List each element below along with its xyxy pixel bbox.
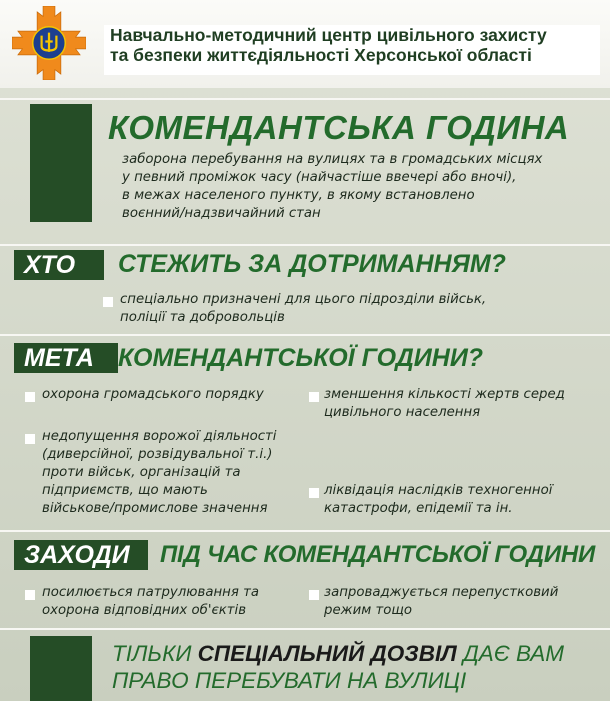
goal-right-bullet-1 <box>309 392 319 402</box>
goal-right-item-2 <box>324 482 604 518</box>
who-divider <box>0 244 610 246</box>
goal-left-item-2-line-1: недопущення ворожої діяльності <box>42 429 277 444</box>
measures-left-line-1: посилюється патрулювання та <box>42 585 259 600</box>
bottom-side-block <box>30 636 92 701</box>
measures-heading: ПІД ЧАС КОМЕНДАНТСЬКОЇ ГОДИНИ <box>160 541 596 568</box>
bottom-line-1 <box>112 640 602 667</box>
measures-divider <box>0 530 610 532</box>
header-divider <box>0 98 610 100</box>
bottom-divider <box>0 628 610 630</box>
main-title: КОМЕНДАНТСЬКА ГОДИНА <box>108 109 570 146</box>
goal-right-item-1-line-1: зменшення кількості жертв серед <box>324 387 565 402</box>
who-bullet <box>103 297 113 307</box>
goal-right-item-1-line-2: цивільного населення <box>324 405 481 420</box>
who-heading: СТЕЖИТЬ ЗА ДОТРИМАННЯМ? <box>118 250 506 278</box>
special-permit-text: СПЕЦІАЛЬНИЙ ДОЗВІЛ <box>197 641 457 666</box>
goal-tag: МЕТА <box>14 343 118 373</box>
measures-left-bullet <box>25 590 35 600</box>
goal-right-item-1 <box>324 386 604 422</box>
title-side-block <box>30 104 92 222</box>
org-title-line-1: Навчально-методичний центр цивільного захисту <box>110 25 547 45</box>
who-item-line-2: поліції та добровольців <box>120 310 285 325</box>
who-item-line-1: спеціально призначені для цього підрозділи військ, <box>120 292 487 307</box>
goal-left-item-2-line-4: підприємств, що мають <box>42 483 208 498</box>
definition-text <box>122 151 592 223</box>
organization-title <box>104 25 600 75</box>
goal-left-item-2-line-2: (диверсійної, розвідувальної т.і.) <box>42 447 273 462</box>
goal-left-item-2-line-5: військове/промислове значення <box>42 501 268 516</box>
measures-left-line-2: охорона відповідних об'єктів <box>42 603 247 618</box>
goal-right-item-2-line-1: ліквідація наслідків техногенної <box>324 483 553 498</box>
goal-left-item-1 <box>42 386 302 404</box>
goal-divider <box>0 334 610 336</box>
measures-right-line-2: режим тощо <box>324 603 413 618</box>
measures-right-line-1: запроваджується перепустковий <box>324 585 559 600</box>
who-item <box>120 291 590 327</box>
goal-left-item-2-line-3: проти військ, організацій та <box>42 465 241 480</box>
bottom-part-1: ТІЛЬКИ <box>112 641 198 666</box>
who-tag: ХТО <box>14 250 104 280</box>
goal-right-item-2-line-2: катастрофи, епідемії та ін. <box>324 501 513 516</box>
definition-line-2: у певний проміжок часу (найчастіше ввечері або вночі), <box>122 170 517 185</box>
goal-right-bullet-2 <box>309 488 319 498</box>
bottom-message <box>112 640 602 694</box>
bottom-line-2: ПРАВО ПЕРЕБУВАТИ НА ВУЛИЦІ <box>112 668 467 693</box>
definition-line-1: заборона перебування на вулицях та в громадських місцях <box>122 152 543 167</box>
civil-protection-emblem-icon <box>12 6 86 80</box>
goal-heading: КОМЕНДАНТСЬКОЇ ГОДИНИ? <box>118 344 484 372</box>
goal-left-bullet-2 <box>25 434 35 444</box>
bottom-part-3: ДАЄ ВАМ <box>456 641 565 666</box>
measures-right-bullet <box>309 590 319 600</box>
goal-left-item-1-line-1: охорона громадського порядку <box>42 387 264 402</box>
header <box>0 0 610 88</box>
definition-line-4: воєнний/надзвичайний стан <box>122 206 321 221</box>
goal-left-item-2 <box>42 428 312 518</box>
org-title-line-2: та безпеки життєдіяльності Херсонської області <box>110 45 532 65</box>
measures-left-item <box>42 584 302 620</box>
goal-left-bullet-1 <box>25 392 35 402</box>
measures-right-item <box>324 584 604 620</box>
definition-line-3: в межах населеного пункту, в якому встановлено <box>122 188 475 203</box>
measures-tag: ЗАХОДИ <box>14 540 148 570</box>
